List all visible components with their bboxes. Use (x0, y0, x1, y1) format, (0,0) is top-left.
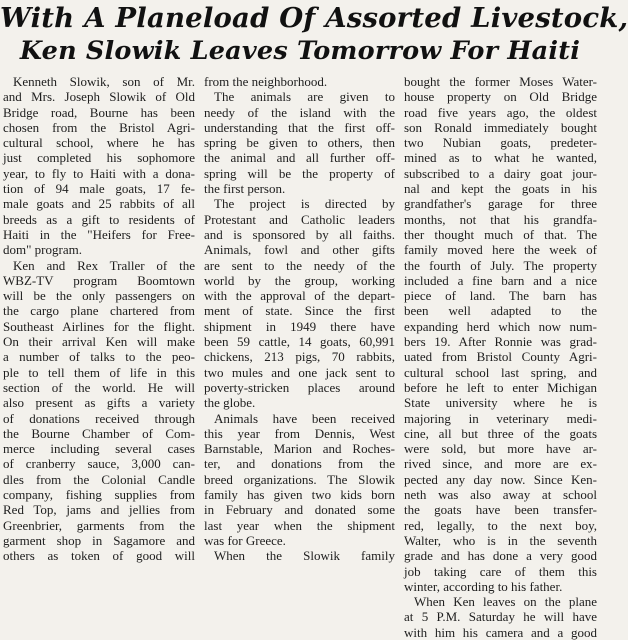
article-text-line: included a fine barn and a nice (404, 272, 597, 288)
article-text-line: dles from the Colonial Candle (3, 471, 195, 487)
article-text-line: rived since, and more are ex- (404, 456, 597, 472)
article-text-line: section of the world. He will (3, 379, 195, 395)
article-text-line: subscribed to a dairy goat jour- (404, 165, 597, 181)
article-text-line: before he left to enter Michigan (404, 379, 597, 395)
article-text-line: spring will be the property of (204, 165, 395, 181)
article-text-line: months, not that his grandfa- (404, 211, 597, 227)
article-text-line: the fourth of July. The property (404, 257, 597, 273)
article-text-line: will be the only passengers on (3, 288, 195, 304)
article-text-line: garment shop in Sagamore and (3, 532, 195, 548)
article-text-line: Barnstable, Marion and Roches- (204, 441, 395, 457)
article-text-line: When the Slowik family (214, 548, 395, 564)
article-text-line: winter, according to his father. (404, 578, 563, 594)
article-text-line: WBZ-TV program Boomtown (3, 272, 195, 288)
article-text-line: The animals are given to (214, 89, 395, 105)
article-text-line: job taking care of them this (404, 563, 597, 579)
article-text-line: at 5 P.M. Saturday he will have (404, 609, 597, 625)
article-text-line: grandfather's garage for three (404, 196, 597, 212)
article-text-line: of donations received through (3, 410, 195, 426)
article-text-line: Kenneth Slowik, son of Mr. (13, 74, 195, 89)
article-text-line: breed organizations. The Slowik (204, 471, 395, 487)
article-text-line: needy of the island with the (204, 104, 395, 120)
article-text-line: red, legally, to the next boy, (404, 517, 597, 533)
article-text-line: family moved here the week of (404, 242, 597, 258)
article-text-line: two mules and one jack sent to (204, 364, 395, 380)
article-text-line: and is sponsored by all faiths. (204, 226, 395, 242)
article-text-line: bought the former Moses Water- (404, 74, 597, 89)
article-text-line: majoring in veterinary medi- (404, 410, 597, 426)
article-text-line: year, to fly to Haiti with a dona- (3, 165, 195, 181)
article-text-line: Walter, who is in the seventh (404, 532, 597, 548)
article-text-line: dom" program. (3, 242, 82, 258)
article-text-line: bers 19. After Ronnie was grad- (404, 334, 597, 350)
article-text-line: Animals have been received (214, 410, 395, 426)
article-text-line: last year when the shipment (204, 517, 395, 533)
article-text-line: ther thought much of that. The (404, 226, 597, 242)
article-text-line: world by the group, working (204, 272, 395, 288)
article-text-line: grade and has done a very good (404, 548, 597, 564)
article-text-line: cine, all but three of the goats (404, 425, 597, 441)
article-text-line: Animals, fowl and other gifts (204, 242, 395, 258)
article-text-line: cultural school, where he has (3, 135, 195, 151)
article-text-line: the animal and all further off- (204, 150, 395, 166)
article-text-line: piece of land. The barn has (404, 288, 597, 304)
article-text-line: poverty-stricken places around (204, 379, 395, 395)
article-text-line: understanding that the first off- (204, 119, 395, 135)
article-text-line: was for Greece. (204, 532, 286, 548)
article-text-line: the globe. (204, 395, 256, 411)
article-column-3 (404, 74, 597, 640)
article-text-line: ter, and donations from the (204, 456, 395, 472)
headline-line-1: With A Planeload Of Assorted Livestock, (0, 2, 628, 34)
article-text-line: The project is directed by (214, 196, 395, 212)
article-text-line: When Ken leaves on the plane (414, 594, 597, 610)
article-text-line: State university where he is (404, 395, 597, 411)
article-text-line: nal and kept the goats in his (404, 181, 597, 197)
article-body (3, 74, 597, 640)
article-text-line: Red Top, jams and jellies from (3, 502, 195, 518)
article-text-line: Southeast Airlines for the flight. (3, 318, 195, 334)
article-text-line: breeds as a gift to residents of (3, 211, 195, 227)
article-text-line: expanding herd which now num- (404, 318, 597, 334)
article-text-line: been well adapted to the (404, 303, 597, 319)
article-text-line: family has given two kids born (204, 487, 395, 503)
article-text-line: Haiti in the "Heifers for Free- (3, 226, 195, 242)
article-text-line: Protestant and Catholic leaders (204, 211, 395, 227)
article-text-line: ment of state. Since the first (204, 303, 395, 319)
article-text-line: Bridge road, Bourne has been (3, 104, 195, 120)
article-text-line: pected any day now. Since Ken- (404, 471, 597, 487)
article-text-line: spring be given to others, then (204, 135, 395, 151)
article-column-1 (3, 74, 195, 564)
article-text-line: the first person. (204, 181, 286, 197)
article-text-line: were sold, but more have ar- (404, 441, 597, 457)
article-text-line: cultural school last spring, and (404, 364, 597, 380)
headline-line-2: Ken Slowik Leaves Tomorrow For Haiti (19, 36, 581, 66)
article-text-line: just completed his sophomore (3, 150, 195, 166)
article-text-line: road five years ago, the oldest (404, 104, 597, 120)
article-text-line: male goats and 25 rabbits of all (3, 196, 195, 212)
article-text-line: the cargo plane chartered from (3, 303, 195, 319)
article-text-line: mined as to what he wanted, (404, 150, 597, 166)
article-text-line: Ken and Rex Traller of the (13, 257, 195, 273)
article-text-line: On their arrival Ken will make (3, 334, 195, 350)
article-text-line: chosen from the Bristol Agri- (3, 119, 195, 135)
article-text-line: company, fishing supplies from (3, 487, 195, 503)
article-text-line: are sent to the needy of the (204, 257, 395, 273)
article-text-line: the goats have been transfer- (404, 502, 597, 518)
article-text-line: house property on Old Bridge (404, 89, 597, 105)
article-text-line: in February and donated some (204, 502, 395, 518)
article-text-line: shipment in 1949 there have (204, 318, 395, 334)
article-text-line: also present as gifts a variety (3, 395, 195, 411)
article-text-line: neth was also away at school (404, 487, 597, 503)
article-text-line: son Ronald immediately bought (404, 119, 597, 135)
article-text-line: merce including several cases (3, 441, 195, 457)
article-text-line: Greenbrier, garments from the (3, 517, 195, 533)
article-column-2 (204, 74, 395, 564)
article-text-line: uated from Bristol County Agri- (404, 349, 597, 365)
article-text-line: with the approval of the depart- (204, 288, 395, 304)
article-text-line: of cranberry sauce, 3,000 can- (3, 456, 195, 472)
article-text-line: from the neighborhood. (204, 74, 328, 89)
article-text-line: ple to tell them of life in this (3, 364, 195, 380)
article-text-line: the Bourne Chamber of Com- (3, 425, 195, 441)
article-text-line: others as token of good will (3, 548, 195, 564)
article-text-line: chickens, 213 pigs, 70 rabbits, (204, 349, 395, 365)
article-text-line: a number of talks to the peo- (3, 349, 195, 365)
article-text-line: two Nubian goats, predeter- (404, 135, 597, 151)
article-text-line: this year from Dennis, West (204, 425, 395, 441)
article-text-line: been 59 cattle, 14 goats, 60,991 (204, 334, 395, 350)
article-text-line: and Mrs. Joseph Slowik of Old (3, 89, 195, 105)
article-text-line: with him his camera and a good (404, 624, 597, 640)
article-text-line: tion of 94 male goats, 17 fe- (3, 181, 195, 197)
